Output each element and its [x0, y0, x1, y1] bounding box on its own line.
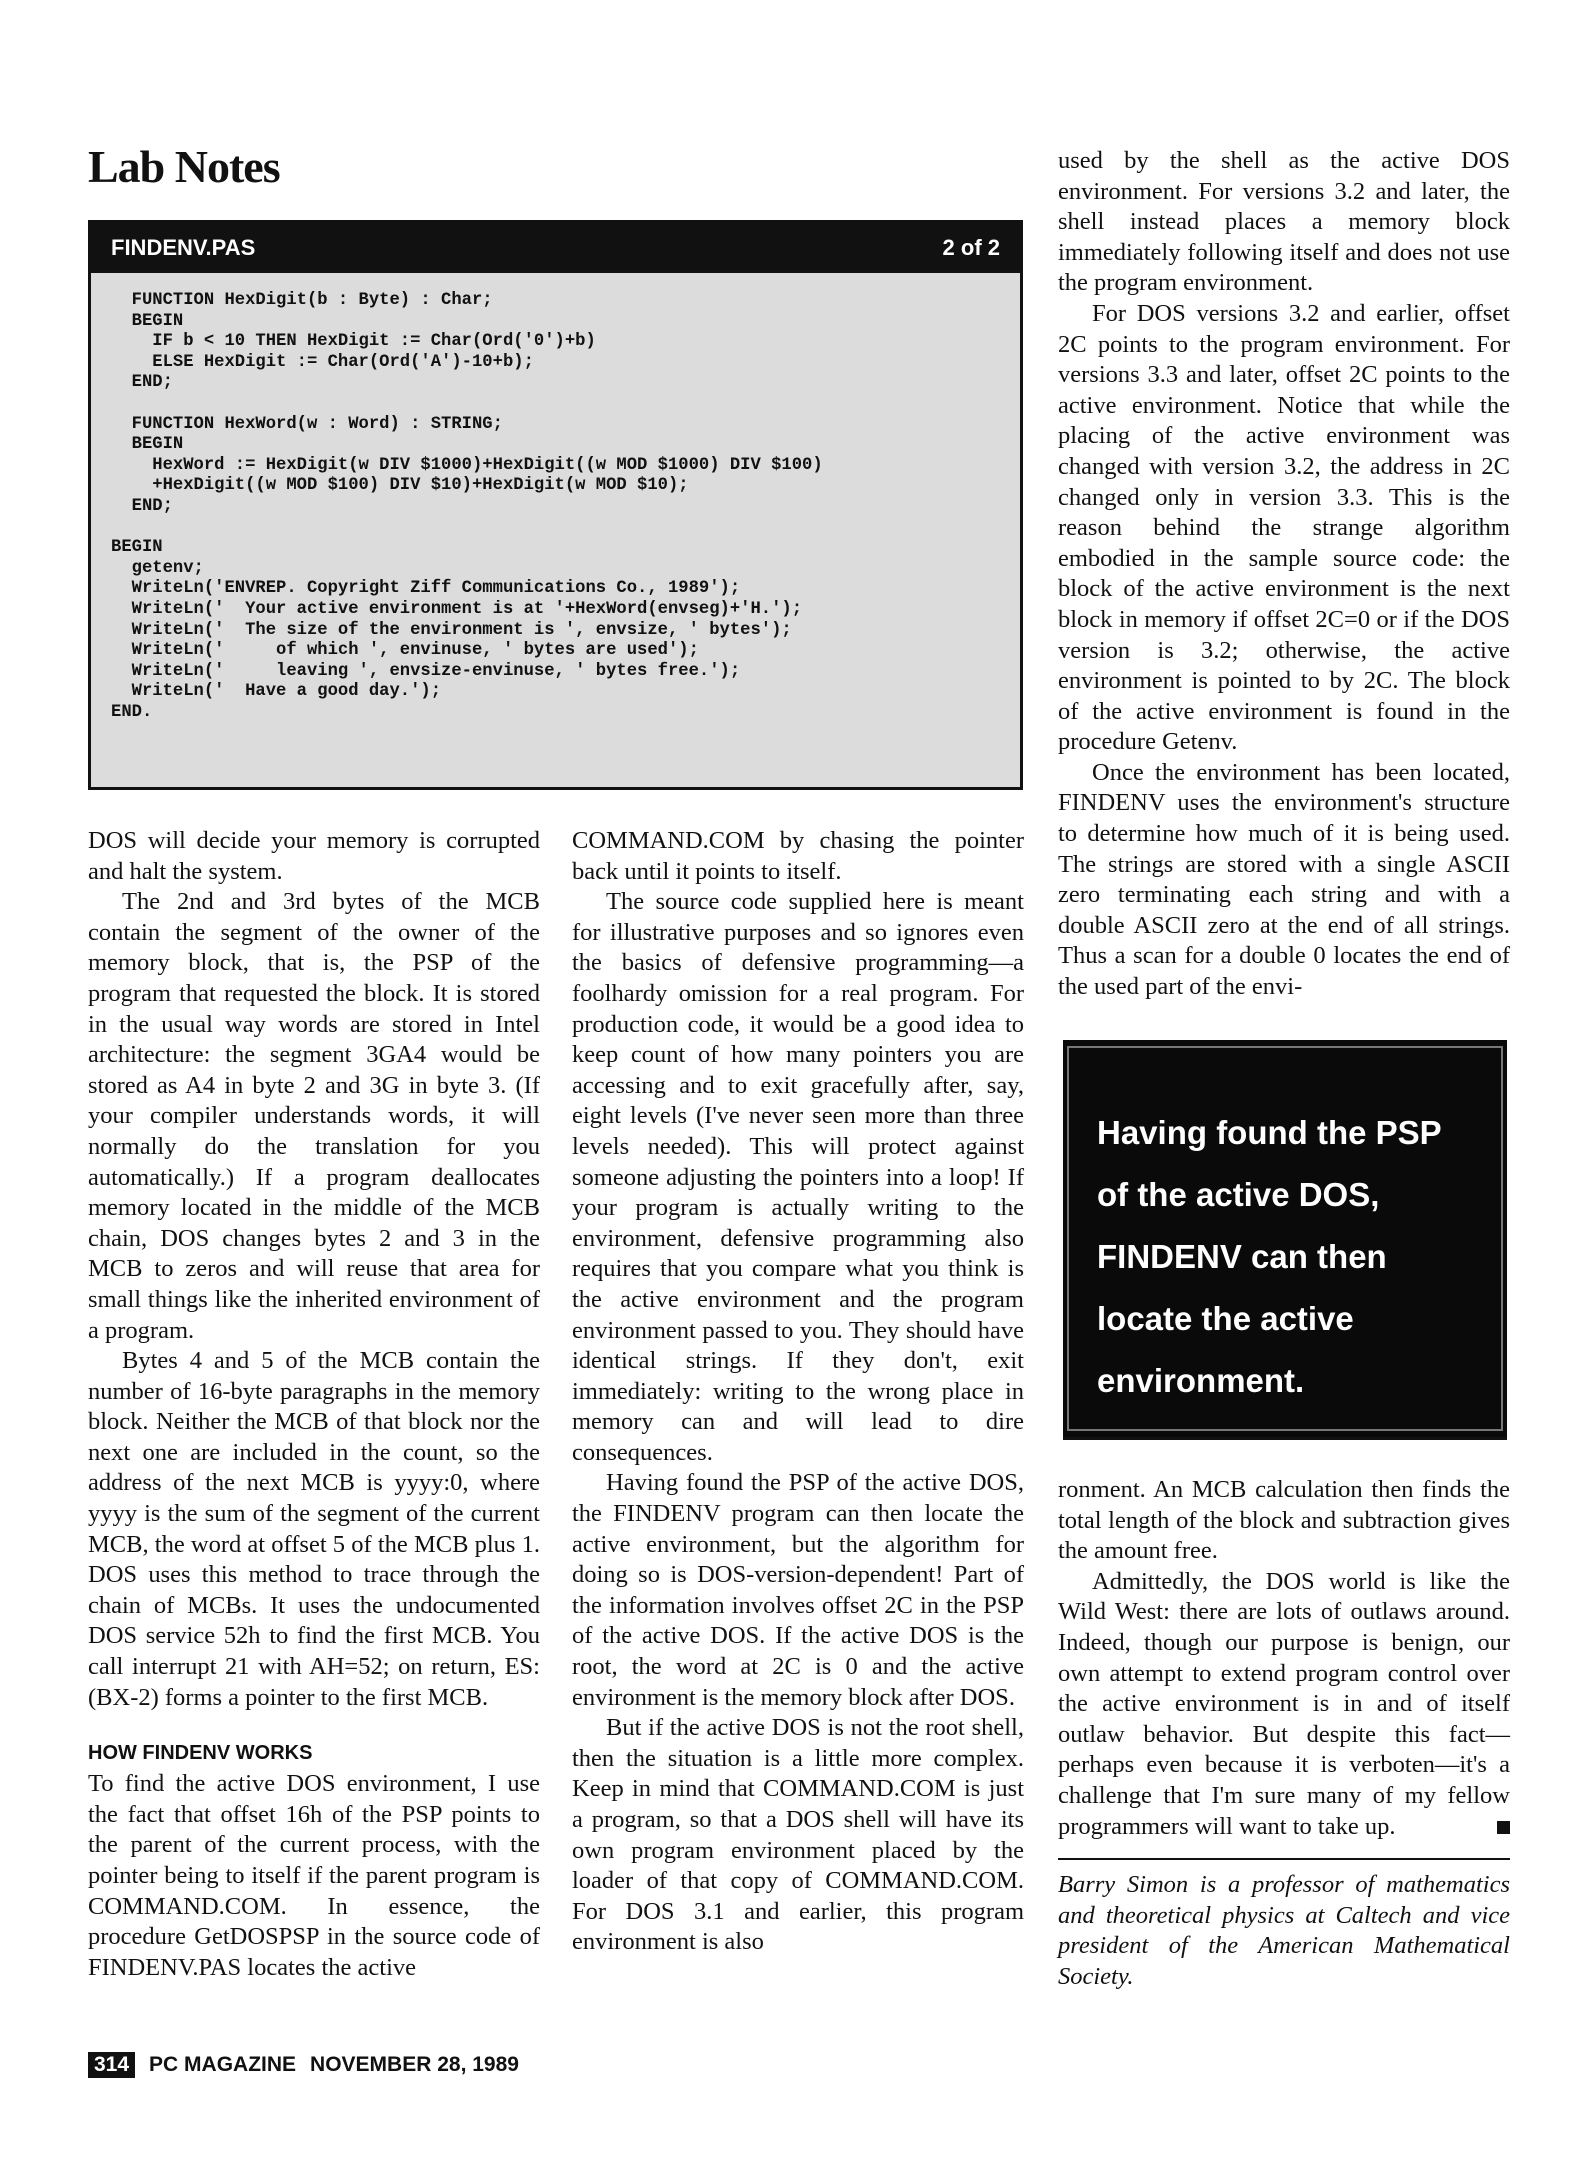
issue-date: NOVEMBER 28, 1989	[310, 2053, 519, 2076]
paragraph: For DOS versions 3.2 and earlier, offset 2C points to the program environment. For versions 3.3 and later, offset 2C points to the active environment. Notice that while the placing of the active environment was changed with version 3.2, the address in 2C changed only in version 3.3. This is the reason behind the strange algorithm embodied in the sample source code: the block of the active environment is the next block in memory if offset 2C=0 or if the DOS version is 3.2; otherwise, the active environment is pointed to by 2C. The block of the active environment is found in the procedure Getenv.	[1058, 299, 1510, 756]
paragraph: ronment. An MCB calculation then finds the total length of the block and subtraction gives the amount free.	[1058, 1476, 1510, 1565]
listing-header	[91, 223, 1020, 273]
paragraph: Having found the PSP of the active DOS, the FINDENV program can then locate the active environment, but the algorithm for doing so is DOS-version-dependent! Part of the information involves offset 2C in the PSP of the active DOS. If the active DOS is the root, the word at 2C is 0 and the active environment is the memory block after DOS.	[572, 1469, 1024, 1711]
paragraph: To find the active DOS environment, I use the fact that offset 16h of the PSP points to the parent of the current process, with the pointer being to itself if the parent program is COMMAND.COM. In essence, the procedure GetDOSPSP in the source code of FINDENV.PAS locates the active	[88, 1770, 540, 1981]
paragraph	[1058, 1567, 1510, 1842]
section-title: Lab Notes	[88, 141, 280, 192]
pull-quote-text: Having found the PSP of the active DOS, FINDENV can then locate the active environment.	[1097, 1114, 1442, 1399]
author-bio: Barry Simon is a professor of mathematics and theoretical physics at Caltech and vice president of the American Mathematical Society.	[1058, 1871, 1510, 1990]
paragraph: But if the active DOS is not the root shell, then the situation is a little more complex. Keep in mind that COMMAND.COM is just a program, so that a DOS shell will have its own program environment placed by the loader of that copy of COMMAND.COM. For DOS 3.1 and earlier, this program environment is also	[572, 1714, 1024, 1956]
paragraph: The 2nd and 3rd bytes of the MCB contain the segment of the owner of the memory block, that is, the PSP of the program that requested the block. It is stored in the usual way words are stored in Intel architecture: the segment 3GA4 would be stored as A4 in byte 2 and 3G in byte 3. (If your compiler understands words, it will normally do the translation for you automatically.) If a program deallocates memory located in the middle of the MCB chain, DOS changes bytes 2 and 3 in the MCB to zeros and will reuse that area for small things like the inherited environment of a program.	[88, 888, 540, 1344]
article-column-3	[1058, 146, 1510, 1003]
listing-filename: FINDENV.PAS	[111, 235, 256, 260]
code-listing-box	[88, 220, 1023, 790]
paragraph: used by the shell as the active DOS environment. For versions 3.2 and later, the shell instead places a memory block immediately following itself and does not use the program environment.	[1058, 147, 1510, 297]
divider	[1058, 1858, 1510, 1860]
pull-quote	[1063, 1040, 1507, 1440]
subhead-how-findenv-works: HOW FINDENV WORKS	[88, 1742, 313, 1765]
paragraph: Bytes 4 and 5 of the MCB contain the number of 16-byte paragraphs in the memory block. Neither the MCB of that block nor the next one are included in the count, so the address of the next MCB is yyyy:0, where yyyy is the sum of the segment of the current MCB, the word at offset 5 of the MCB plus 1. DOS uses this method to trace through the chain of MCBs. It uses the undocumented DOS service 52h to find the first MCB. You call interrupt 21 with AH=52; on return, ES:(BX-2) forms a pointer to the first MCB.	[88, 1347, 540, 1711]
article-column-3-continued	[1058, 1475, 1510, 1993]
listing-part: 2 of 2	[942, 235, 1000, 260]
paragraph: DOS will decide your memory is corrupted and halt the system.	[88, 827, 540, 885]
paragraph: Once the environment has been located, FINDENV uses the environment's structure to determine how much of it is being used. The strings are stored with a single ASCII zero terminating each string and with a double ASCII zero at the end of all strings. Thus a scan for a double 0 locates the end of the used part of the envi-	[1058, 758, 1510, 1001]
page-number: 314	[88, 2052, 135, 2078]
paragraph: The source code supplied here is meant for illustrative purposes and so ignores even the basics of defensive programming—a foolhardy omission for a real program. For production code, it would be a good idea to keep count of how many pointers you are accessing and to exit gracefully after, say, eight levels (I've never seen more than three levels needed). This will protect against someone adjusting the pointers into a loop! If your program is actually writing to the environment, defensive programming also requires that you compare what you think is the active environment and the program environment passed to you. They should have identical strings. If they don't, exit immediately: writing to the wrong place in memory can and will lead to dire consequences.	[572, 888, 1024, 1466]
paragraph-text: Admittedly, the DOS world is like the Wild West: there are lots of outlaws around. Indeed, though our purpose is benign, our own attempt to extend program control over the active environment is in and of itself outlaw behavior. But despite this fact—perhaps even because it is verboten—it's a challenge that I'm sure many of my fellow programmers will want to take up.	[1058, 1567, 1510, 1840]
listing-code: FUNCTION HexDigit(b : Byte) : Char; BEGIN IF b < 10 THEN HexDigit := Char(Ord('0')+b) ELSE HexDigit := Char(Ord('A')-10+b); END; FUNCTION HexWord(w : Word) : STRING; BEGIN HexWord := HexDigit(w DIV $1000)+HexDigit((w MOD $1000) DIV $100) +HexDigit((w MOD $100) DIV $10)+HexDigit(w MOD $10); END; BEGIN getenv; WriteLn('ENVREP. Copyright Ziff Communications Co., 1989'); WriteLn(' Your active environment is at '+HexWord(envseg)+'H.'); WriteLn(' The size of the environment is ', envsize, ' bytes'); WriteLn(' of which ', envinuse, ' bytes are used'); WriteLn(' leaving ', envsize-envinuse, ' bytes free.'); WriteLn(' Have a good day.'); END.	[111, 291, 823, 722]
article-column-2	[572, 826, 1024, 1958]
magazine-name: PC MAGAZINE	[149, 2053, 297, 2076]
page-footer	[88, 2052, 519, 2078]
end-of-article-mark	[1497, 1821, 1510, 1834]
article-column-1	[88, 826, 540, 1983]
paragraph: COMMAND.COM by chasing the pointer back until it points to itself.	[572, 827, 1024, 885]
